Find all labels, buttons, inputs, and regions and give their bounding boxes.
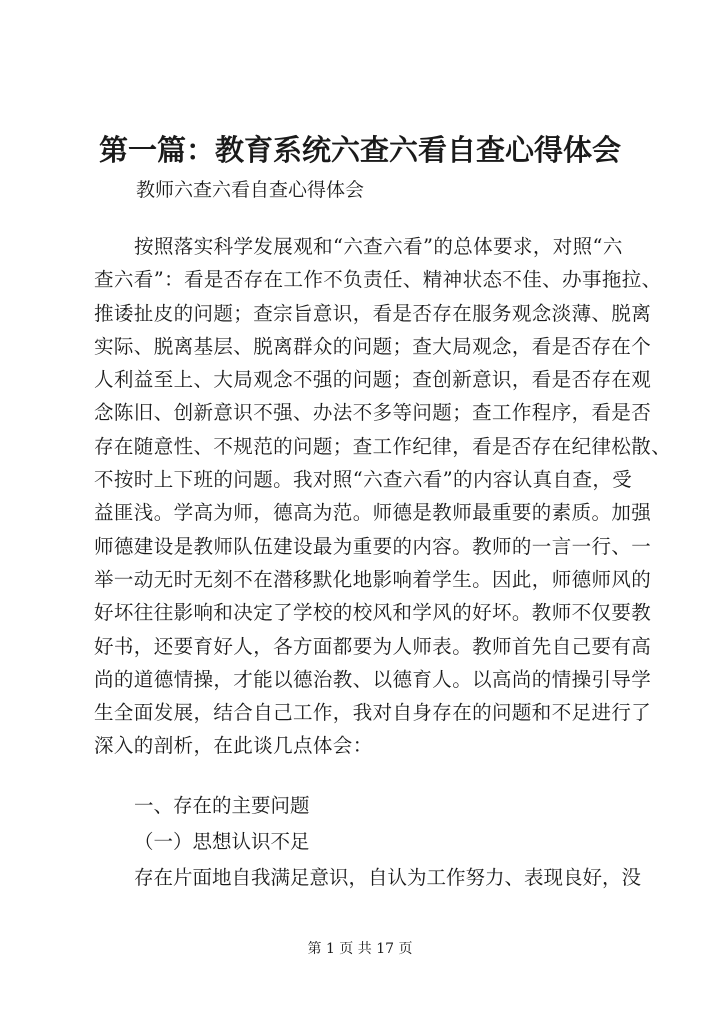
document-title: 第一篇：教育系统六查六看自查心得体会: [98, 133, 621, 167]
paragraph-line: 人利益至上、大局观念不强的问题；查创新意识，看是否存在观: [94, 368, 652, 392]
section-heading: 一、存在的主要问题: [134, 794, 310, 817]
paragraph-line: 师德建设是教师队伍建设最为重要的内容。教师的一言一行、一: [94, 534, 652, 558]
page-number: 第 1 页 共 17 页: [307, 941, 413, 957]
subsection-heading: （一）思想认识不足: [134, 830, 310, 853]
paragraph-line: 好书，还要育好人，各方面都要为人师表。教师首先自己要有高: [94, 634, 652, 658]
paragraph-line: 存在随意性、不规范的问题；查工作纪律，看是否存在纪律松散、: [94, 434, 672, 458]
document-subtitle: 教师六查六看自查心得体会: [136, 179, 365, 201]
body-paragraph: [94, 230, 672, 763]
paragraph-line: 生全面发展，结合自己工作，我对自身存在的问题和不足进行了: [94, 701, 652, 725]
paragraph-line: 不按时上下班的问题。我对照“六查六看”的内容认真自查，受: [94, 468, 633, 492]
paragraph-line: 好坏往往影响和决定了学校的校风和学风的好坏。教师不仅要教: [94, 601, 652, 625]
paragraph-line: 益匪浅。学高为师，德高为范。师德是教师最重要的素质。加强: [94, 501, 652, 525]
paragraph-line: 举一动无时无刻不在潜移默化地影响着学生。因此，师德师风的: [94, 567, 652, 591]
paragraph-line: 念陈旧、创新意识不强、办法不多等问题；查工作程序，看是否: [94, 401, 652, 425]
paragraph-line: 查六看”：看是否存在工作不负责任、精神状态不佳、办事拖拉、: [94, 268, 662, 292]
paragraph-line: 尚的道德情操，才能以德治教、以德育人。以高尚的情操引导学: [94, 667, 652, 691]
paragraph-line: 实际、脱离基层、脱离群众的问题；查大局观念，看是否存在个: [94, 334, 652, 358]
paragraph-line: 深入的剖析，在此谈几点体会：: [94, 734, 373, 758]
paragraph-line: 按照落实科学发展观和“六查六看”的总体要求，对照“六: [134, 235, 623, 258]
paragraph-line: 存在片面地自我满足意识，自认为工作努力、表现良好，没: [134, 866, 642, 889]
paragraph-line: 推诿扯皮的问题；查宗旨意识，看是否存在服务观念淡薄、脱离: [94, 301, 652, 325]
